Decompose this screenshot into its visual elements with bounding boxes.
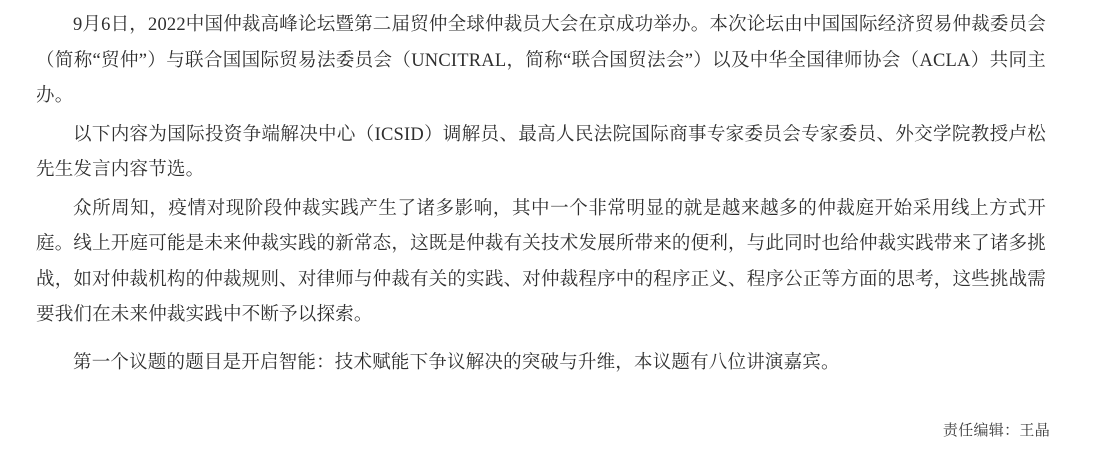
paragraph-2: 以下内容为国际投资争端解决中心（ICSID）调解员、最高人民法院国际商事专家委员会专家委员、外交学院教授卢松先生发言内容节选。 — [36, 124, 1046, 180]
article-body — [36, 8, 1046, 381]
paragraph-3: 众所周知，疫情对现阶段仲裁实践产生了诸多影响，其中一个非常明显的就是越来越多的仲裁庭开始采用线上方式开庭。线上开庭可能是未来仲裁实践的新常态，这既是仲裁有关技术发展所带来的便利，与此同时也给仲裁实践带来了诸多挑战，如对仲裁机构的仲裁规则、对律师与仲裁有关的实践、对仲裁程序中的程序正义、程序公正等方面的思考，这些挑战需要我们在未来仲裁实践中不断予以探索。 — [36, 198, 1046, 325]
paragraph-4: 第一个议题的题目是开启智能：技术赋能下争议解决的突破与升维，本议题有八位讲演嘉宾。 — [73, 352, 840, 373]
paragraph-1: 9月6日，2022中国仲裁高峰论坛暨第二届贸仲全球仲裁员大会在京成功举办。本次论坛由中国国际经济贸易仲裁委员会（简称“贸仲”）与联合国国际贸易法委员会（UNCITRAL，简称“联合国贸法会”）以及中华全国律师协会（ACLA）共同主办。 — [36, 15, 1047, 106]
editor-credit: 责任编辑：王晶 — [942, 423, 1050, 439]
